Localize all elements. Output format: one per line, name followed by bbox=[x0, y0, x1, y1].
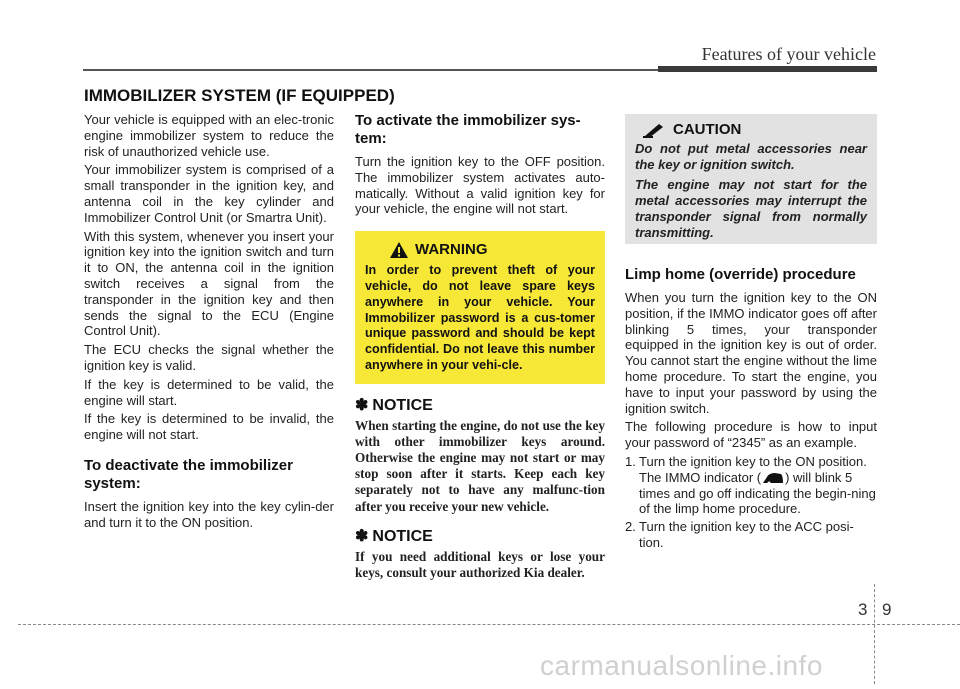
column-left bbox=[84, 112, 334, 534]
list-item bbox=[625, 519, 877, 551]
paragraph: Your vehicle is equipped with an elec-tronic engine immobilizer system to reduce the risk of unauthorized vehicle use. bbox=[84, 112, 334, 159]
paragraph: If the key is determined to be valid, the engine will start. bbox=[84, 376, 334, 408]
header-title: Features of your vehicle bbox=[701, 44, 876, 64]
warning-header bbox=[389, 241, 595, 259]
watermark: carmanualsonline.info bbox=[540, 650, 823, 681]
activate-heading: To activate the immobilizer sys-tem: bbox=[355, 112, 581, 147]
section-title: IMMOBILIZER SYSTEM (IF EQUIPPED) bbox=[84, 86, 395, 105]
notice-heading bbox=[355, 529, 605, 545]
paragraph: Your immobilizer system is comprised of a small transponder in the ignition key, and antenna coil in the key cylinder and Immobilizer Control Unit (or Smartra Unit). bbox=[84, 162, 334, 225]
caution-text: The engine may not start for the metal accessories may interrupt the transponder signal from normally transmitting. bbox=[635, 177, 867, 240]
list-text: Turn the ignition key to the ACC posi-tion. bbox=[639, 519, 854, 550]
list-number: 2. bbox=[625, 519, 636, 535]
warning-triangle-icon bbox=[389, 241, 409, 259]
header-bar bbox=[658, 66, 877, 72]
step-text-before: Turn the ignition key to the ON position. The IMMO indicator ( bbox=[639, 453, 867, 485]
warning-title: WARNING bbox=[415, 241, 488, 259]
footer-rule bbox=[18, 624, 960, 625]
caution-text: Do not put metal accessories near the key or ignition switch. bbox=[635, 141, 867, 172]
caution-box bbox=[625, 114, 877, 244]
notice-title: NOTICE bbox=[372, 396, 433, 414]
limp-home-heading: Limp home (override) procedure bbox=[625, 266, 856, 283]
notice-text: When starting the engine, do not use the key with other immobilizer keys around. Otherwise the engine may not start or may stop soon after it starts. Keep each key separately not to have any malfunc-tion after you receive your new vehicle. bbox=[355, 417, 605, 514]
notice-star-icon: ✽ bbox=[355, 527, 369, 545]
notice-heading bbox=[355, 398, 605, 414]
column-right bbox=[625, 112, 877, 553]
paragraph: If the key is determined to be invalid, the engine will not start. bbox=[84, 411, 334, 443]
car-key-icon bbox=[761, 472, 785, 484]
list-text bbox=[639, 454, 877, 517]
column-middle bbox=[355, 112, 605, 581]
paragraph: The following procedure is how to input your password of “2345” as an example. bbox=[625, 419, 877, 451]
warning-box bbox=[355, 231, 605, 384]
page-divider bbox=[874, 584, 875, 684]
page-chapter-number: 3 bbox=[858, 600, 868, 619]
caution-title: CAUTION bbox=[673, 121, 742, 139]
header-rule bbox=[83, 69, 695, 71]
activate-text: Turn the ignition key to the OFF position. The immobilizer system activates auto-matically. Without a valid ignition key for your vehicle, the engine will not start. bbox=[355, 154, 605, 217]
page-number: 9 bbox=[882, 600, 892, 619]
notice-title: NOTICE bbox=[372, 527, 433, 545]
deactivate-text: Insert the ignition key into the key cylin-der and turn it to the ON position. bbox=[84, 498, 334, 530]
list-item bbox=[625, 454, 877, 517]
paragraph: The ECU checks the signal whether the ignition key is valid. bbox=[84, 342, 334, 373]
list-number: 1. bbox=[625, 453, 636, 469]
notice-star-icon: ✽ bbox=[355, 396, 369, 414]
paragraph: With this system, whenever you insert your ignition key into the ignition switch and turn it to ON, the antenna coil in the ignition switch receives a signal from the transponder in the ignition key and then sends the signal to the ECU (Engine Control Unit). bbox=[84, 228, 334, 339]
deactivate-heading: To deactivate the immobilizer system: bbox=[84, 456, 293, 492]
notice-text: If you need additional keys or lose your keys, consult your authorized Kia dealer. bbox=[355, 548, 605, 580]
caution-header bbox=[643, 122, 867, 138]
pencil-icon bbox=[643, 122, 665, 138]
paragraph: When you turn the ignition key to the ON position, if the IMMO indicator goes off after blinking 5 times, your transponder equipped in the ignition key is out of order. You cannot start the engine without the lime home procedure. To start the engine, you have to input your password by using the ignition switch. bbox=[625, 290, 877, 416]
warning-text: In order to prevent theft of your vehicle, do not leave spare keys anywhere in your vehicle. Your Immobilizer password is a cus-tomer unique password and should be kept confidential. Do not leave this number anywhere in your vehi-cle. bbox=[365, 263, 595, 372]
step-text-after: ) will blink 5 times and go off indicating the begin-ning of the limp home procedure. bbox=[639, 469, 876, 517]
